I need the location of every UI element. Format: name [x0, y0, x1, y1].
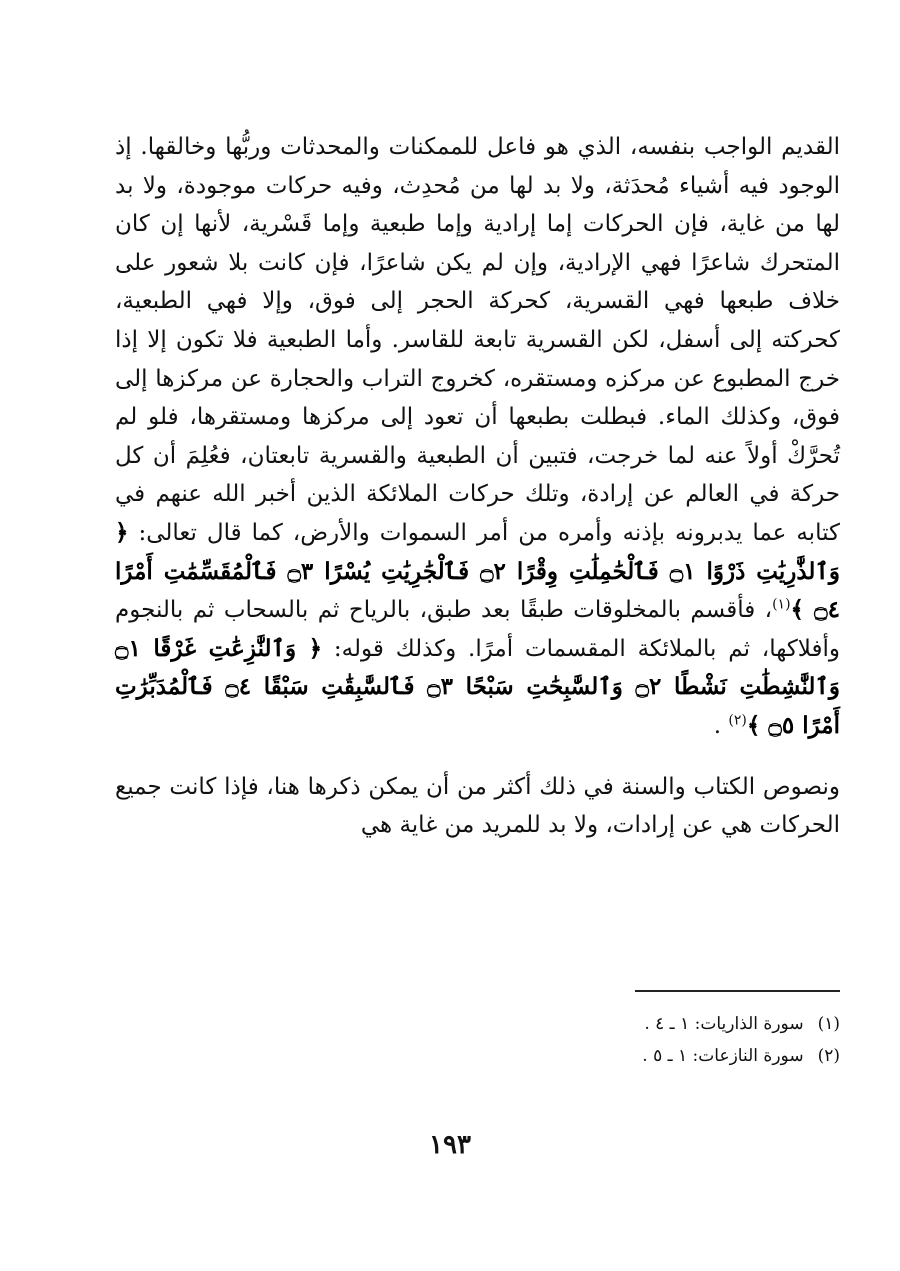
main-text	[115, 128, 840, 845]
footnote-text: سورة النازعات: ١ ـ ٥ .	[642, 1046, 804, 1066]
footnote-number: (١)	[817, 1014, 840, 1034]
quran-quote-adh-dhariyat: ﴿ وَٱلذَّٰرِيَٰتِ ذَرْوًا ۝١ فَٱلْحَٰمِلَٰتِ وِقْرًا ۝٢ فَٱلْجَٰرِيَٰتِ يُسْرًا ۝٣ فَٱلْمُقَسِّمَٰتِ أَمْرًا ۝٤ ﴾	[115, 518, 840, 624]
paragraph-1-end: .	[713, 712, 729, 739]
paragraph-1-text: القديم الواجب بنفسه، الذي هو فاعل للممكنات والمحدثات وربُّها وخالقها. إذ الوجود فيه أشياء مُحدَثة، ولا بد لها من مُحدِث، وفيه حركات موجودة، ولا بد لها من غاية، فإن الحركات إما إرادية وإما طبعية وإما قَسْرية، لأنها إن كان المتحرك شاعرًا فهي الإرادية، وإن لم يكن شاعرًا، فإن كانت بلا شعور على خلاف طبعها فهي القسرية، كحركة الحجر إلى فوق، وإلا فهي الطبعية، كحركته إلى أسفل، لكن القسرية تابعة للقاسر. وأما الطبعية فلا تكون إلا إذا خرج المطبوع عن مركزه ومستقره، كخروج التراب والحجارة عن مركزها إلى فوق، وكذلك الماء. فبطلت بطبعها أن تعود إلى مركزها ومستقرها، فلو لم تُحرَّكْ أولاً عنه لما خرجت، فتبين أن الطبعية والقسرية تابعتان، فعُلِمَ أن كل حركة في العالم عن إرادة، وتلك حركات الملائكة الذين أخبر الله عنهم في كتابه عما يدبرونه بإذنه وأمره من أمر السموات والأرض، كما قال تعالى:	[115, 134, 840, 546]
paragraph-1	[115, 128, 840, 746]
footnote-separator	[635, 990, 840, 992]
footnote-2	[115, 1040, 840, 1072]
footnote-1	[115, 1008, 840, 1040]
quran-quote-an-naziat: ﴿ وَٱلنَّٰزِعَٰتِ غَرْقًا ۝١ وَٱلنَّٰشِطَٰتِ نَشْطًا ۝٢ وَٱلسَّٰبِحَٰتِ سَبْحًا ۝٣ فَٱلسَّٰبِقَٰتِ سَبْقًا ۝٤ فَٱلْمُدَبِّرَٰتِ أَمْرًا ۝٥ ﴾	[115, 634, 840, 739]
page-number: ١٩٣	[429, 1130, 471, 1160]
footnote-ref-1: (١)	[772, 596, 791, 613]
footnote-text: سورة الذاريات: ١ ـ ٤ .	[644, 1014, 804, 1034]
footnote-ref-2: (٢)	[728, 712, 747, 729]
paragraph-1-middle-text: ، فأقسم بالمخلوقات طبقًا بعد طبق، بالرياح ثم بالسحاب ثم بالنجوم وأفلاكها، ثم بالملائكة المقسمات أمرًا. وكذلك قوله:	[115, 597, 840, 662]
footnote-number: (٢)	[817, 1046, 840, 1066]
paragraph-2: ونصوص الكتاب والسنة في ذلك أكثر من أن يمكن ذكرها هنا، فإذا كانت جميع الحركات هي عن إرادات، ولا بد للمريد من غاية هي	[115, 773, 840, 839]
footnotes	[115, 1008, 840, 1072]
